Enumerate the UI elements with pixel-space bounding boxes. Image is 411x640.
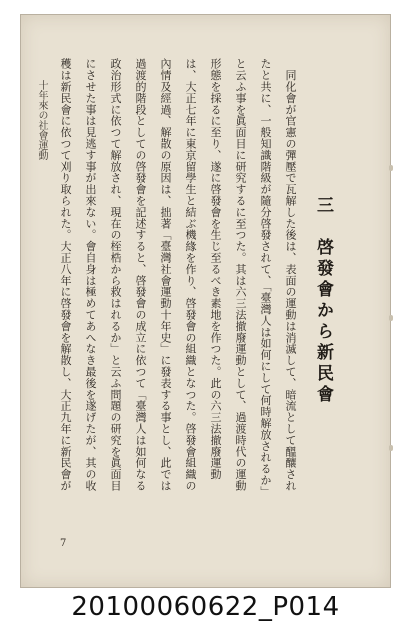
page-number: 7	[60, 538, 67, 549]
running-head: 十年來の社會運動	[36, 80, 47, 160]
section-title: 三 啓發會から新民會	[313, 196, 333, 406]
binding-mark	[389, 315, 393, 321]
image-caption: 20100060622_P014	[71, 592, 340, 622]
body-text	[58, 58, 303, 498]
binding-mark	[389, 165, 393, 171]
binding-mark	[389, 445, 393, 451]
paragraph: 同化會が官憲の彈壓で瓦解した後は、表面の運動は消滅して、暗流として醞釀されたと共に、一般知識階級が隨分啓發されて、「臺灣人は如何にして何時解放されるか」と云ふ事を眞面目に研究するに至つた。其は六三法撤廢運動として、過渡時代の運動形態を採るに至り、遂に啓發會を生じ至るべき素地を作つた。此の六三法撤廢運動は、大正七年に東京留學生と結ぶ機緣を作り、啓發會の組織となつた。啓發會組織の內情及經過、解散の原因は、拙著「臺灣社會運動十年史」に發表する事とし、此では過渡的階段としての啓發會を記述すると、啓發會の成立に依つて「臺灣人は如何なる政治形式に依つて解放され、現在の桎梏から救はれるか」と云ふ問題の研究を眞面目にさせた事は見逃す事が出來ない。會自身は極めてあへなき最後を遂げたが、其の收穫は新民會に依つて刈り取られた。大正八年に啓發會を解散し、大正九年に新民會が	[59, 58, 297, 498]
